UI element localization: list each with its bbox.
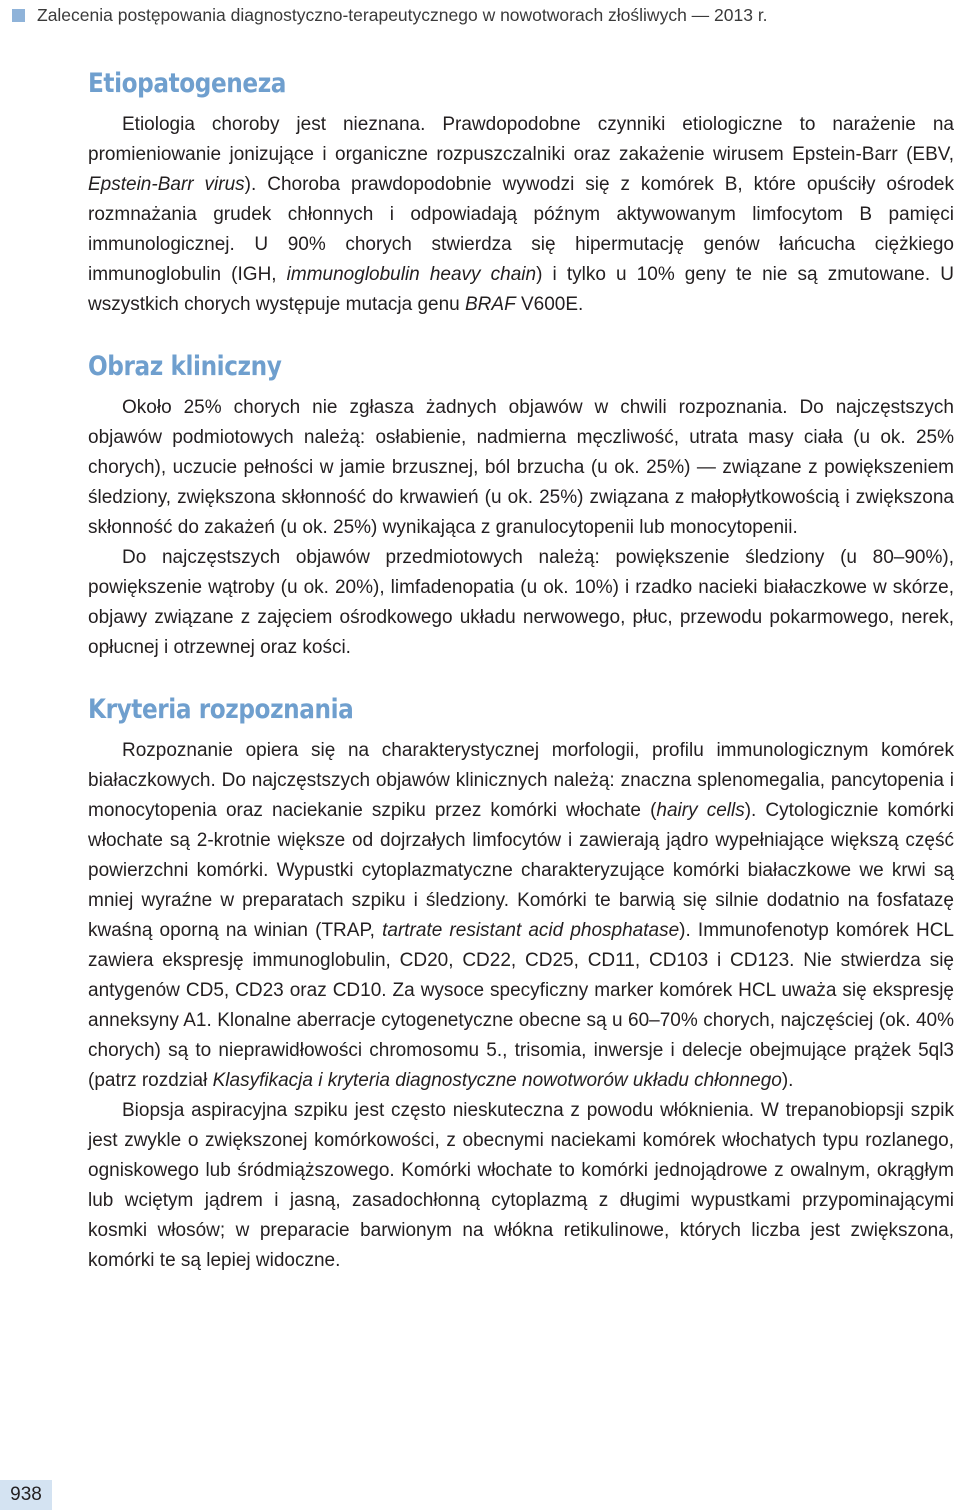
section-heading-etiopatogeneza: Etiopatogeneza <box>88 68 287 99</box>
text-run: Rozpoznanie opiera się na charakterystycznej morfologii, profilu immunologicznym komórek białaczkowych. Do najczęstszych objawów klinicznych należą: znaczna splenomegalia, pancytopenia i monocytopenia oraz naciekanie szpiku przez komórki włochate ( <box>88 740 954 821</box>
running-header-text: Zalecenia postępowania diagnostyczno-terapeutycznego w nowotworach złośliwych — 2013 r. <box>37 5 768 25</box>
section-heading-obraz-kliniczny: Obraz kliniczny <box>88 351 282 382</box>
italic-text-run: Epstein-Barr virus <box>88 174 245 195</box>
page-content <box>88 66 954 1276</box>
text-run: ) i tylko u 10% geny te nie są zmutowane. U wszystkich chorych występuje mutacja genu <box>88 264 954 315</box>
paragraph-etiopatogeneza <box>88 110 954 320</box>
text-run: Biopsja aspiracyjna szpiku jest często nieskuteczna z powodu włóknienia. W trepanobiopsji szpik jest zwykle o zwiększonej komórkowości, z obecnymi naciekami komórek włochatych typu rozlanego, ogniskowego lub śródmiąższowego. Komórki włochate to komórki jednojądrowe z owalnym, okrągłym lub wciętym jądrem i jasną, zasadochłonną cytoplazmą z długimi wypustkami przypominającymi kosmki włosów; w preparacie barwionym na włókna retikulinowe, których liczba jest zwiększona, komórki te są lepiej widoczne. <box>88 1100 954 1271</box>
text-run: ). Immunofenotyp komórek HCL zawiera ekspresję immunoglobulin, CD20, CD22, CD25, CD11, CD103 i CD123. Nie stwierdza się antygenów CD5, CD23 oraz CD10. Za wysoce specyficzny marker komórek HCL uważa się ekspresję anneksyny A1. Klonalne aberracje cytogenetyczne obecne są u 60–70% chorych, najczęściej (ok. 40% chorych) są to nieprawidłowości chromosomu 5., trisomia, inwersje i delecje obejmujące prążek 5ql3 (patrz rozdział <box>88 920 955 1091</box>
italic-text-run: hairy cells <box>656 800 745 821</box>
paragraph-kryteria-rozpoznania-2 <box>88 1096 954 1276</box>
italic-text-run: BRAF <box>465 294 516 315</box>
page-number: 938 <box>0 1480 52 1510</box>
paragraph-obraz-kliniczny-1 <box>88 393 954 543</box>
text-run: Około 25% chorych nie zgłasza żadnych objawów w chwili rozpoznania. Do najczęstszych objawów podmiotowych należą: osłabienie, nadmierna męczliwość, utrata masy ciała (u ok. 25% chorych), uczucie pełności w jamie brzusznej, ból brzucha (u ok. 25%) — związane z powiększeniem śledziony, zwiększona skłonność do krwawień (u ok. 25%) związana z małopłytkowością i zwiększona skłonność do zakażeń (u ok. 25%) wynikająca z granulocytopenii lub monocytopenii. <box>88 397 954 538</box>
text-run: V600E. <box>515 294 584 315</box>
text-run: ). Cytologicznie komórki włochate są 2-krotnie większe od dojrzałych limfocytów i zawierają jądro wypełniające większą część powierzchni komórki. Wypustki cytoplazmatyczne charakteryzujące komórki białaczkowe we krwi są mniej wyraźne w preparatach szpiku i śledziony. Komórki te barwią się silnie dodatnio na fosfatazę kwaśną oporną na winian (TRAP, <box>88 800 954 941</box>
paragraph-obraz-kliniczny-2 <box>88 543 954 663</box>
text-run: ). <box>781 1070 794 1091</box>
running-header <box>12 5 768 26</box>
text-run: Do najczęstszych objawów przedmiotowych należą: powiększenie śledziony (u 80–90%), powiększenie wątroby (u ok. 20%), limfadenopatia (u ok. 10%) i rzadko nacieki białaczkowe w skórze, objawy związane z zajęciem ośrodkowego układu nerwowego, płuc, przewodu pokarmowego, nerek, opłucnej i otrzewnej oraz kości. <box>88 547 954 658</box>
italic-text-run: immunoglobulin heavy chain <box>286 264 537 285</box>
header-square-marker <box>12 9 25 22</box>
italic-text-run: Klasyfikacja i kryteria diagnostyczne nowotworów układu chłonnego <box>212 1070 782 1091</box>
text-run: ). Choroba prawdopodobnie wywodzi się z komórek B, które opuściły ośrodek rozmnażania grudek chłonnych i odpowiadają późnym aktywowanym limfocytom B pamięci immunologicznej. U 90% chorych stwierdza się hipermutację genów łańcucha ciężkiego immunoglobulin (IGH, <box>88 174 954 285</box>
section-heading-kryteria-rozpoznania: Kryteria rozpoznania <box>88 694 354 725</box>
italic-text-run: tartrate resistant acid phosphatase <box>382 920 680 941</box>
paragraph-kryteria-rozpoznania-1 <box>88 736 954 1096</box>
text-run: Etiologia choroby jest nieznana. Prawdopodobne czynniki etiologiczne to narażenie na promieniowanie jonizujące i organiczne rozpuszczalniki oraz zakażenie wirusem Epstein-Barr (EBV, <box>88 114 954 165</box>
